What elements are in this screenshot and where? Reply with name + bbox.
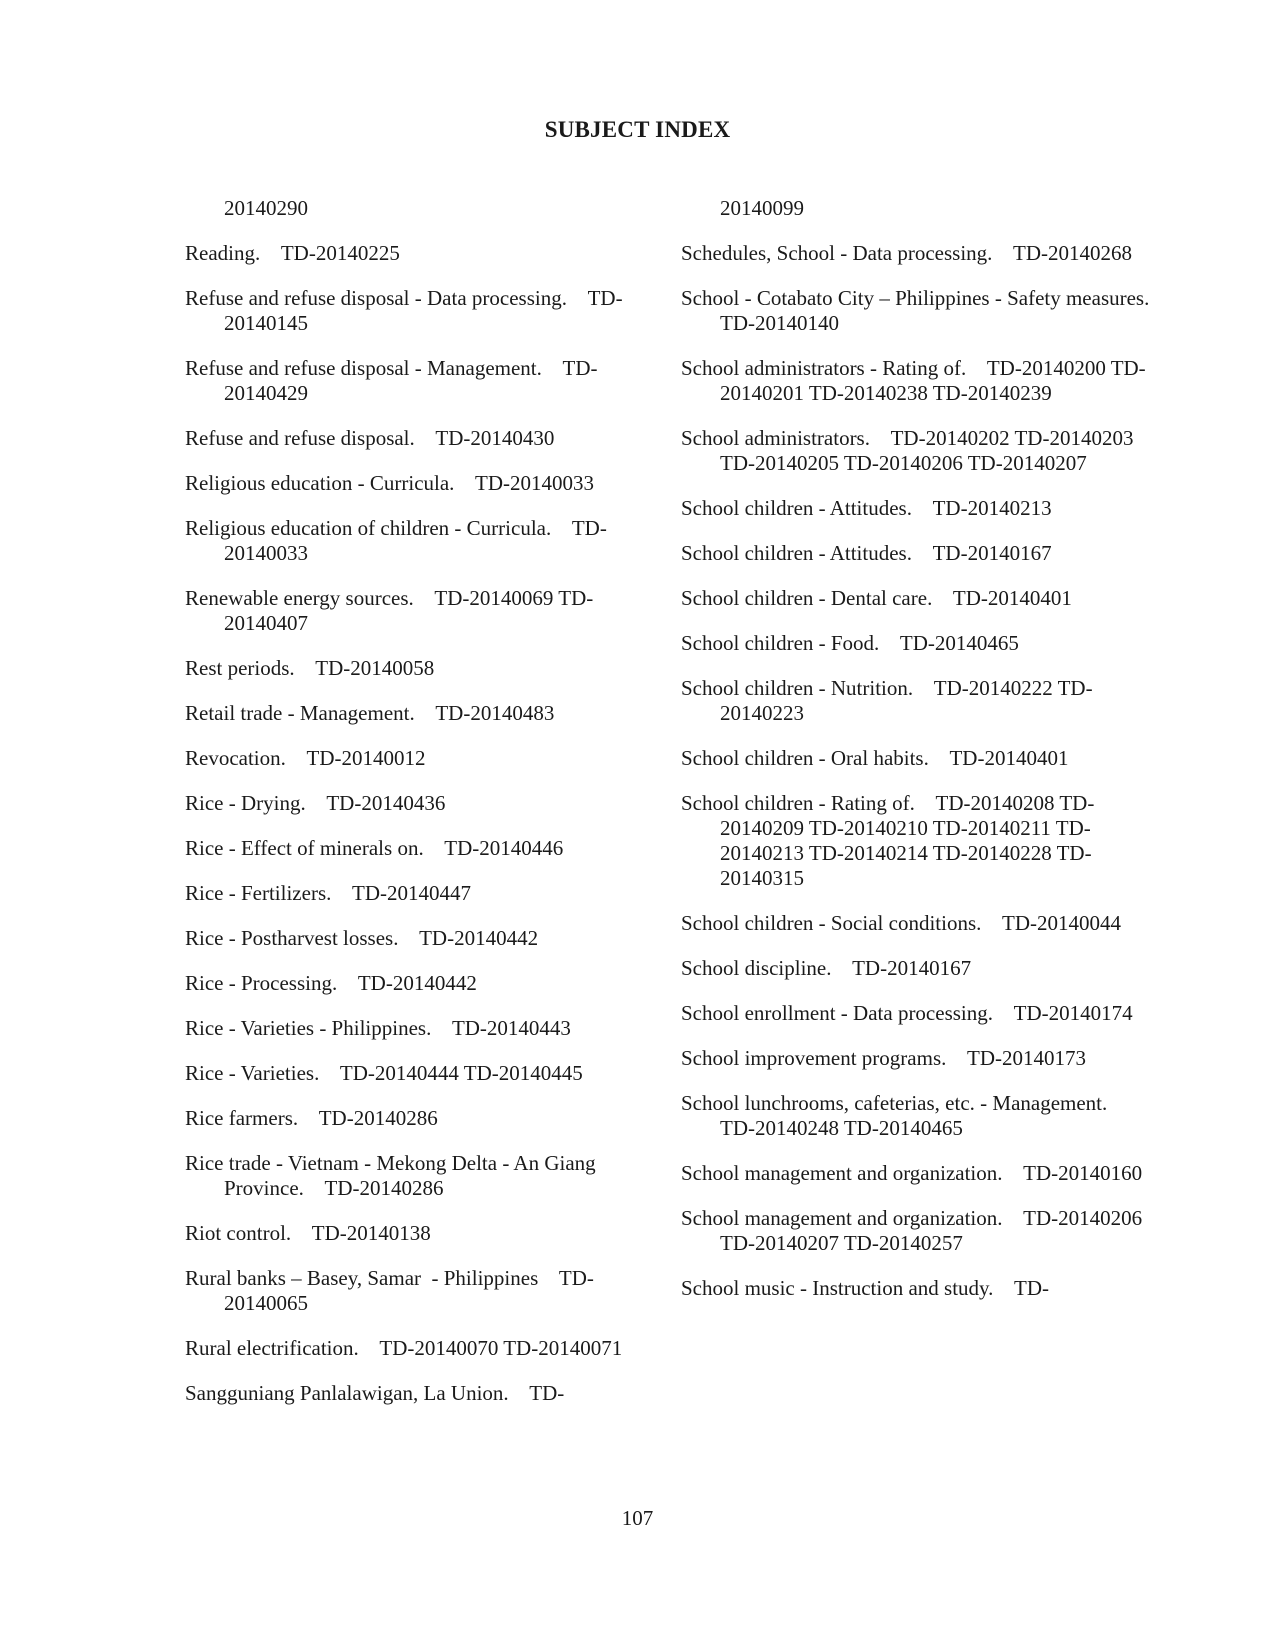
index-entry: School lunchrooms, cafeterias, etc. - Management. TD-20140248 TD-20140465 bbox=[681, 1091, 1128, 1140]
index-entry: School administrators. TD-20140202 TD-20140203 TD-20140205 TD-20140206 TD-20140207 bbox=[681, 426, 1139, 475]
index-entry: School children - Attitudes. TD-20140213 bbox=[681, 496, 1052, 520]
page-number: 107 bbox=[621, 1506, 654, 1530]
index-entry: Schedules, School - Data processing. TD-20140268 bbox=[681, 241, 1133, 265]
index-entry: School children - Dental care. TD-20140401 bbox=[681, 586, 1072, 610]
index-entry: Rural electrification. TD-20140070 TD-20140071 bbox=[185, 1336, 623, 1360]
index-entry: School administrators - Rating of. TD-20140200 TD-20140201 TD-20140238 TD-20140239 bbox=[681, 356, 1146, 405]
page-title: SUBJECT INDEX bbox=[544, 117, 731, 142]
index-entry: Rice - Effect of minerals on. TD-20140446 bbox=[185, 836, 564, 860]
index-entry: School management and organization. TD-20140160 bbox=[681, 1161, 1143, 1185]
index-entry: Reading. TD-20140225 bbox=[185, 241, 400, 265]
index-entry: Refuse and refuse disposal - Management. TD-20140429 bbox=[185, 356, 598, 405]
index-entry: Rice - Fertilizers. TD-20140447 bbox=[185, 881, 471, 905]
index-entry: Revocation. TD-20140012 bbox=[185, 746, 426, 770]
index-entry: School children - Rating of. TD-20140208 TD-20140209 TD-20140210 TD-20140211 TD-20140213 TD-20140214 TD-20140228 TD-20140315 bbox=[681, 791, 1095, 890]
index-column-right bbox=[681, 196, 1170, 1321]
index-column-left bbox=[185, 196, 650, 1426]
index-entry: Sangguniang Panlalawigan, La Union. TD- bbox=[185, 1381, 565, 1405]
index-entry: School children - Nutrition. TD-20140222 TD-20140223 bbox=[681, 676, 1093, 725]
index-entry: Rice - Drying. TD-20140436 bbox=[185, 791, 446, 815]
index-entry: Rest periods. TD-20140058 bbox=[185, 656, 435, 680]
index-entry: Rice - Varieties. TD-20140444 TD-20140445 bbox=[185, 1061, 583, 1085]
index-entry: Rice trade - Vietnam - Mekong Delta - An Giang Province. TD-20140286 bbox=[185, 1151, 601, 1200]
index-entry: Rural banks – Basey, Samar - Philippines TD-20140065 bbox=[185, 1266, 594, 1315]
index-entry: 20140290 bbox=[224, 196, 308, 220]
index-entry: School enrollment - Data processing. TD-20140174 bbox=[681, 1001, 1133, 1025]
index-entry: School children - Food. TD-20140465 bbox=[681, 631, 1019, 655]
index-entry: 20140099 bbox=[720, 196, 804, 220]
index-entry: School children - Oral habits. TD-20140401 bbox=[681, 746, 1069, 770]
index-entry: Religious education - Curricula. TD-20140033 bbox=[185, 471, 595, 495]
index-entry: Rice farmers. TD-20140286 bbox=[185, 1106, 438, 1130]
index-entry: Refuse and refuse disposal. TD-20140430 bbox=[185, 426, 555, 450]
index-entry: School children - Attitudes. TD-20140167 bbox=[681, 541, 1052, 565]
index-entry: Rice - Processing. TD-20140442 bbox=[185, 971, 477, 995]
index-entry: Retail trade - Management. TD-20140483 bbox=[185, 701, 555, 725]
index-entry: School - Cotabato City – Philippines - Safety measures. TD-20140140 bbox=[681, 286, 1170, 335]
index-entry: School discipline. TD-20140167 bbox=[681, 956, 972, 980]
index-entry: Rice - Varieties - Philippines. TD-20140443 bbox=[185, 1016, 571, 1040]
index-entry: School improvement programs. TD-20140173 bbox=[681, 1046, 1086, 1070]
index-entry: School management and organization. TD-20140206 TD-20140207 TD-20140257 bbox=[681, 1206, 1148, 1255]
index-entry: Renewable energy sources. TD-20140069 TD-20140407 bbox=[185, 586, 594, 635]
index-entry: School children - Social conditions. TD-20140044 bbox=[681, 911, 1121, 935]
index-entry: Rice - Postharvest losses. TD-20140442 bbox=[185, 926, 539, 950]
index-entry: School music - Instruction and study. TD- bbox=[681, 1276, 1050, 1300]
index-entry: Religious education of children - Curricula. TD-20140033 bbox=[185, 516, 607, 565]
index-entry: Riot control. TD-20140138 bbox=[185, 1221, 431, 1245]
index-entry: Refuse and refuse disposal - Data processing. TD-20140145 bbox=[185, 286, 623, 335]
